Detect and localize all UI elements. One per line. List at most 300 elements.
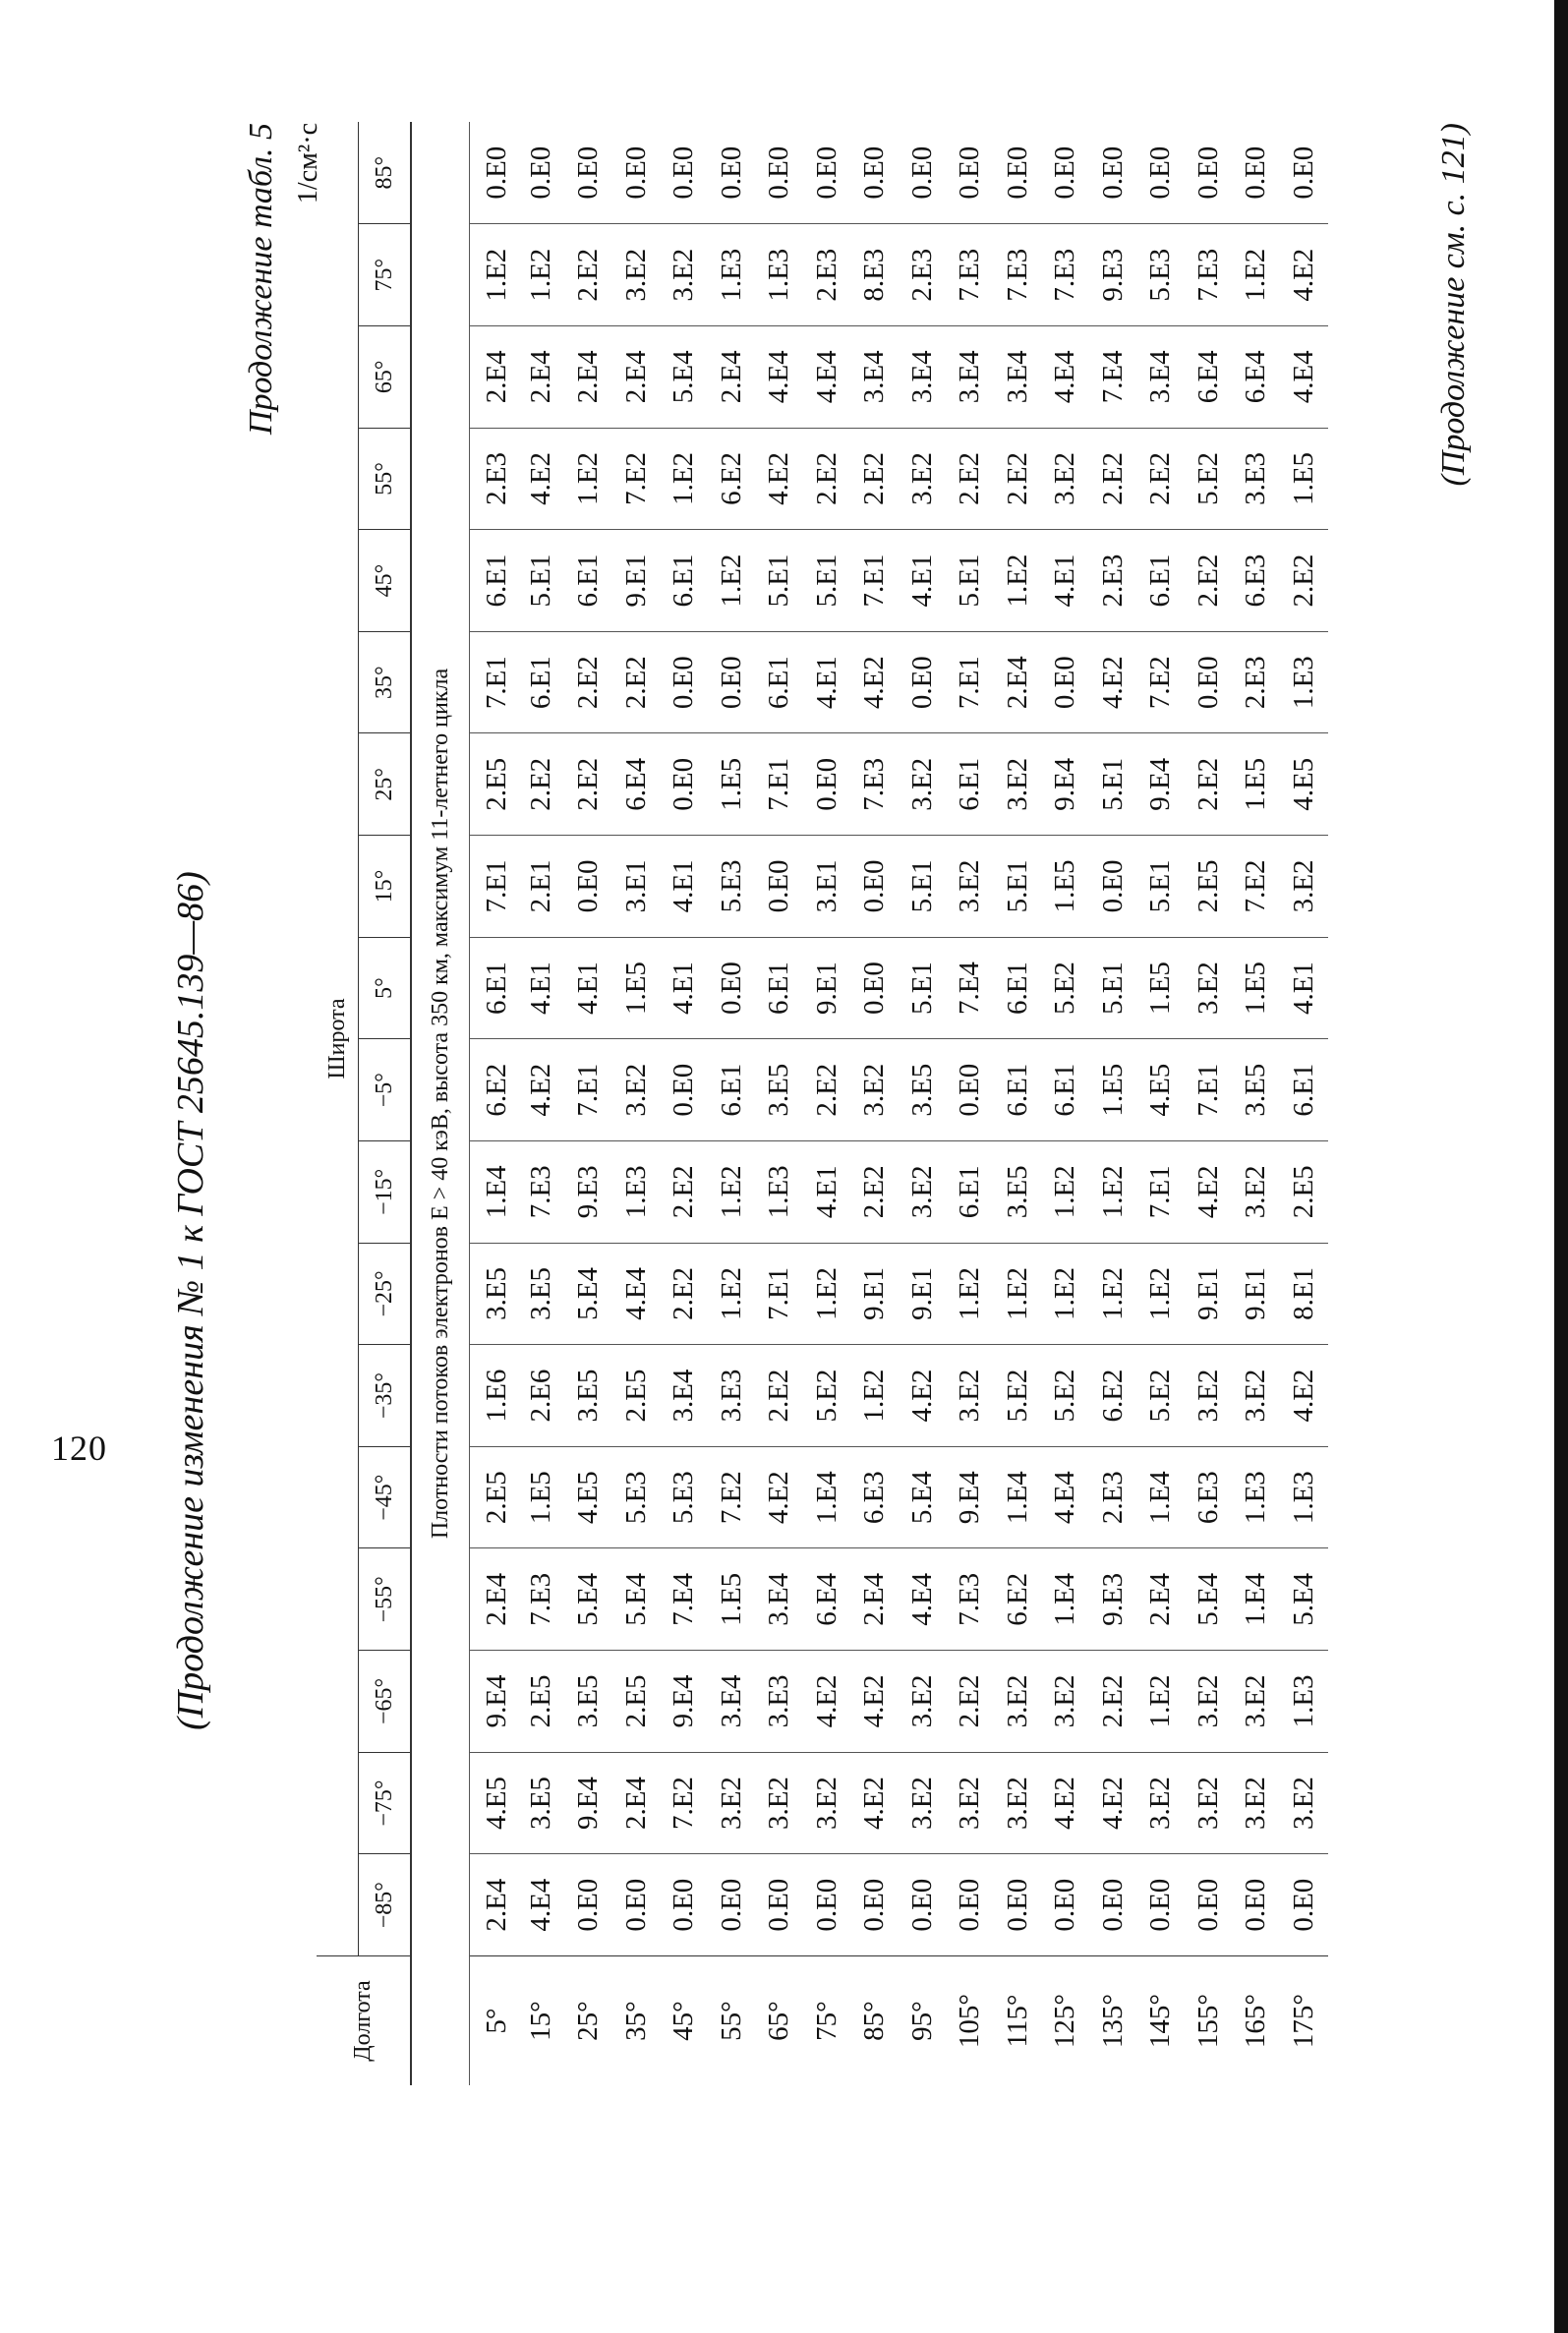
table-row xyxy=(756,122,804,2085)
flux-value-cell: 9.E3 xyxy=(1089,1548,1137,1651)
flux-value-cell: 6.E1 xyxy=(1280,1039,1328,1141)
flux-value-cell: 0.E0 xyxy=(1287,146,1319,200)
longitude-cell: 105° xyxy=(947,1956,995,2086)
flux-value-cell: 3.E5 xyxy=(517,1243,565,1345)
flux-value-cell: 0.E0 xyxy=(1001,146,1033,200)
flux-value-cell: 1.E5 xyxy=(708,733,756,836)
flux-value-cell: 4.E5 xyxy=(1280,733,1328,836)
flux-value-cell: 0.E0 xyxy=(1144,146,1177,200)
flux-value-cell: 7.E4 xyxy=(947,937,995,1039)
flux-value-cell: 0.E0 xyxy=(565,836,613,938)
flux-value-cell: 6.E1 xyxy=(661,530,709,632)
flux-value-cell: 3.E2 xyxy=(994,1752,1042,1854)
flux-value-cell: 2.E2 xyxy=(517,733,565,836)
flux-value-cell: 4.E1 xyxy=(899,530,947,632)
longitude-cell: 95° xyxy=(899,1956,947,2086)
flux-value-cell: 2.E4 xyxy=(1137,1548,1186,1651)
flux-value-cell: 3.E2 xyxy=(1185,1651,1233,1753)
flux-value-cell: 3.E4 xyxy=(994,326,1042,429)
flux-value-cell: 6.E4 xyxy=(1233,326,1281,429)
flux-value-cell: 1.E2 xyxy=(708,530,756,632)
flux-value-cell: 0.E0 xyxy=(954,146,986,200)
flux-value-cell: 3.E2 xyxy=(994,733,1042,836)
flux-value-cell: 3.E2 xyxy=(899,733,947,836)
flux-value-cell: 0.E0 xyxy=(756,836,804,938)
flux-value-cell: 0.E0 xyxy=(1137,1854,1186,1956)
flux-value-cell: 3.E3 xyxy=(756,1651,804,1753)
flux-value-cell: 3.E2 xyxy=(947,836,995,938)
flux-value-cell: 5.E1 xyxy=(517,530,565,632)
flux-value-cell: 6.E4 xyxy=(803,1548,851,1651)
flux-value-cell: 3.E2 xyxy=(1280,836,1328,938)
flux-value-cell: 1.E3 xyxy=(612,1141,661,1244)
flux-value-cell: 1.E2 xyxy=(708,1141,756,1244)
flux-value-cell: 4.E1 xyxy=(803,1141,851,1244)
flux-value-cell: 7.E2 xyxy=(1233,836,1281,938)
flux-value-cell: 0.E0 xyxy=(1185,631,1233,733)
longitude-cell: 55° xyxy=(708,1956,756,2086)
longitude-cell: 35° xyxy=(612,1956,661,2086)
flux-value-cell: 3.E2 xyxy=(899,1651,947,1753)
longitude-cell: 155° xyxy=(1185,1956,1233,2086)
table-row xyxy=(1185,122,1233,2085)
table-row xyxy=(1042,122,1090,2085)
flux-value-cell: 0.E0 xyxy=(619,146,652,200)
flux-value-cell: 2.E2 xyxy=(661,1141,709,1244)
flux-value-cell: 7.E1 xyxy=(1137,1141,1186,1244)
flux-value-cell: 2.E1 xyxy=(517,836,565,938)
flux-value-cell: 5.E3 xyxy=(708,836,756,938)
longitude-cell: 5° xyxy=(470,1956,518,2086)
flux-value-cell: 2.E4 xyxy=(612,1752,661,1854)
flux-value-cell: 1.E2 xyxy=(1089,1243,1137,1345)
flux-value-cell: 0.E0 xyxy=(810,146,842,200)
longitude-cell: 165° xyxy=(1233,1956,1281,2086)
flux-value-cell: 9.E1 xyxy=(899,1243,947,1345)
flux-value-cell: 1.E2 xyxy=(947,1243,995,1345)
latitude-col-header: 5° xyxy=(359,937,412,1039)
flux-value-cell: 4.E4 xyxy=(612,1243,661,1345)
flux-value-cell: 5.E1 xyxy=(994,836,1042,938)
flux-value-cell: 9.E4 xyxy=(470,1651,518,1753)
flux-value-cell: 5.E1 xyxy=(1137,836,1186,938)
flux-value-cell: 3.E2 xyxy=(1042,428,1090,530)
flux-value-cell: 5.E2 xyxy=(803,1345,851,1447)
flux-value-cell: 3.E2 xyxy=(661,224,709,326)
flux-value-cell: 8.E1 xyxy=(1280,1243,1328,1345)
flux-value-cell: 2.E5 xyxy=(1185,836,1233,938)
flux-value-cell: 2.E3 xyxy=(803,224,851,326)
flux-value-cell: 1.E3 xyxy=(756,224,804,326)
flux-value-cell: 8.E3 xyxy=(851,224,900,326)
flux-value-cell: 6.E2 xyxy=(994,1548,1042,1651)
flux-value-cell: 2.E4 xyxy=(470,1548,518,1651)
flux-value-cell: 0.E0 xyxy=(851,836,900,938)
flux-value-cell: 2.E4 xyxy=(517,326,565,429)
flux-value-cell: 1.E3 xyxy=(1233,1446,1281,1548)
flux-value-cell: 4.E1 xyxy=(517,937,565,1039)
flux-value-cell: 9.E4 xyxy=(565,1752,613,1854)
flux-value-cell: 2.E5 xyxy=(1280,1141,1328,1244)
flux-value-cell: 2.E5 xyxy=(612,1651,661,1753)
flux-value-cell: 2.E6 xyxy=(517,1345,565,1447)
flux-value-cell: 7.E2 xyxy=(661,1752,709,1854)
flux-value-cell: 1.E5 xyxy=(517,1446,565,1548)
flux-value-cell: 2.E2 xyxy=(1185,530,1233,632)
flux-value-cell: 4.E2 xyxy=(851,1651,900,1753)
flux-value-cell: 3.E3 xyxy=(1233,428,1281,530)
continuation-note: (Продолжение см. с. 121) xyxy=(1435,123,1472,487)
latitude-col-header: −75° xyxy=(359,1752,412,1854)
flux-value-cell: 1.E5 xyxy=(708,1548,756,1651)
flux-value-cell: 0.E0 xyxy=(572,146,605,200)
table-row xyxy=(612,122,661,2085)
flux-value-cell: 2.E3 xyxy=(470,428,518,530)
longitude-cell: 125° xyxy=(1042,1956,1090,2086)
flux-value-cell: 3.E2 xyxy=(1233,1651,1281,1753)
table-row xyxy=(708,122,756,2085)
flux-value-cell: 7.E1 xyxy=(756,1243,804,1345)
flux-value-cell: 1.E2 xyxy=(994,1243,1042,1345)
flux-value-cell: 3.E2 xyxy=(756,1752,804,1854)
flux-value-cell: 0.E0 xyxy=(1233,1854,1281,1956)
page-number: 120 xyxy=(51,1429,107,1468)
flux-value-cell: 6.E1 xyxy=(756,631,804,733)
flux-value-cell: 4.E4 xyxy=(756,326,804,429)
flux-value-cell: 7.E1 xyxy=(756,733,804,836)
flux-value-cell: 0.E0 xyxy=(1042,631,1090,733)
flux-value-cell: 6.E1 xyxy=(565,530,613,632)
flux-value-cell: 0.E0 xyxy=(763,146,795,200)
flux-value-cell: 3.E2 xyxy=(899,428,947,530)
flux-value-cell: 2.E2 xyxy=(947,428,995,530)
flux-value-cell: 0.E0 xyxy=(947,1039,995,1141)
flux-value-cell: 0.E0 xyxy=(803,1854,851,1956)
flux-value-cell: 2.E2 xyxy=(851,428,900,530)
flux-value-cell: 0.E0 xyxy=(899,1854,947,1956)
flux-value-cell: 6.E3 xyxy=(1233,530,1281,632)
flux-value-cell: 3.E2 xyxy=(1233,1141,1281,1244)
table-body xyxy=(470,122,1328,2085)
flux-value-cell: 1.E2 xyxy=(470,224,518,326)
flux-value-cell: 7.E1 xyxy=(851,530,900,632)
flux-value-cell: 4.E1 xyxy=(661,836,709,938)
flux-value-cell: 9.E4 xyxy=(1042,733,1090,836)
flux-value-cell: 6.E4 xyxy=(1185,326,1233,429)
latitude-col-header: −15° xyxy=(359,1141,412,1244)
flux-value-cell: 1.E4 xyxy=(803,1446,851,1548)
flux-value-cell: 6.E1 xyxy=(994,1039,1042,1141)
flux-value-cell: 4.E4 xyxy=(803,326,851,429)
flux-value-cell: 1.E2 xyxy=(851,1345,900,1447)
flux-value-cell: 2.E2 xyxy=(756,1345,804,1447)
flux-value-cell: 2.E2 xyxy=(612,631,661,733)
flux-value-cell: 2.E2 xyxy=(803,428,851,530)
flux-value-cell: 3.E1 xyxy=(803,836,851,938)
table-row xyxy=(851,122,900,2085)
flux-value-cell: 0.E0 xyxy=(612,1854,661,1956)
table-row xyxy=(565,122,613,2085)
flux-value-cell: 2.E4 xyxy=(612,326,661,429)
longitude-cell: 75° xyxy=(803,1956,851,2086)
table-row xyxy=(994,122,1042,2085)
flux-value-cell: 3.E5 xyxy=(565,1651,613,1753)
flux-value-cell: 2.E2 xyxy=(565,631,613,733)
flux-value-cell: 1.E2 xyxy=(994,530,1042,632)
flux-value-cell: 2.E4 xyxy=(470,326,518,429)
latitude-row xyxy=(359,122,412,2085)
flux-value-cell: 6.E3 xyxy=(1185,1446,1233,1548)
flux-value-cell: 4.E2 xyxy=(1089,1752,1137,1854)
flux-value-cell: 9.E1 xyxy=(612,530,661,632)
flux-value-cell: 1.E3 xyxy=(1280,631,1328,733)
flux-value-cell: 0.E0 xyxy=(851,1854,900,1956)
table-row xyxy=(661,122,709,2085)
flux-value-cell: 9.E1 xyxy=(803,937,851,1039)
flux-value-cell: 2.E2 xyxy=(803,1039,851,1141)
flux-value-cell: 7.E3 xyxy=(517,1548,565,1651)
flux-value-cell: 3.E2 xyxy=(612,224,661,326)
flux-value-cell: 7.E1 xyxy=(947,631,995,733)
flux-value-cell: 4.E2 xyxy=(803,1651,851,1753)
flux-value-cell: 4.E2 xyxy=(1280,224,1328,326)
flux-value-cell: 3.E5 xyxy=(756,1039,804,1141)
flux-value-cell: 7.E1 xyxy=(470,836,518,938)
longitude-cell: 175° xyxy=(1280,1956,1328,2086)
flux-value-cell: 0.E0 xyxy=(661,733,709,836)
flux-value-cell: 7.E4 xyxy=(1089,326,1137,429)
flux-value-cell: 4.E2 xyxy=(899,1345,947,1447)
flux-value-cell: 0.E0 xyxy=(905,146,938,200)
flux-value-cell: 1.E4 xyxy=(994,1446,1042,1548)
flux-value-cell: 2.E2 xyxy=(1089,1651,1137,1753)
flux-value-cell: 7.E3 xyxy=(517,1141,565,1244)
flux-value-cell: 0.E0 xyxy=(1240,146,1272,200)
flux-value-cell: 7.E3 xyxy=(851,733,900,836)
table-row xyxy=(517,122,565,2085)
flux-table xyxy=(317,122,1328,2085)
flux-value-cell: 5.E3 xyxy=(1137,224,1186,326)
flux-value-cell: 6.E1 xyxy=(756,937,804,1039)
flux-value-cell: 3.E2 xyxy=(994,1651,1042,1753)
flux-value-cell: 2.E2 xyxy=(1280,530,1328,632)
latitude-header: Широта xyxy=(317,122,359,1956)
flux-value-cell: 3.E5 xyxy=(565,1345,613,1447)
flux-value-cell: 0.E0 xyxy=(524,146,556,200)
flux-value-cell: 1.E2 xyxy=(1089,1141,1137,1244)
page-header: (Продолжение изменения № 1 к ГОСТ 25645.139—86) xyxy=(170,871,211,1730)
flux-value-cell: 6.E2 xyxy=(708,428,756,530)
flux-value-cell: 3.E2 xyxy=(947,1345,995,1447)
flux-value-cell: 1.E4 xyxy=(470,1141,518,1244)
flux-value-cell: 3.E5 xyxy=(517,1752,565,1854)
flux-value-cell: 1.E2 xyxy=(1137,1243,1186,1345)
flux-value-cell: 5.E1 xyxy=(899,937,947,1039)
longitude-cell: 145° xyxy=(1137,1956,1186,2086)
flux-value-cell: 0.E0 xyxy=(708,1854,756,1956)
latitude-col-header: 35° xyxy=(359,631,412,733)
flux-value-cell: 1.E5 xyxy=(612,937,661,1039)
flux-value-cell: 5.E4 xyxy=(899,1446,947,1548)
flux-value-cell: 0.E0 xyxy=(565,1854,613,1956)
flux-value-cell: 6.E1 xyxy=(708,1039,756,1141)
flux-value-cell: 4.E2 xyxy=(851,1752,900,1854)
flux-value-cell: 3.E4 xyxy=(661,1345,709,1447)
flux-value-cell: 4.E2 xyxy=(756,428,804,530)
flux-value-cell: 6.E1 xyxy=(947,733,995,836)
flux-value-cell: 1.E2 xyxy=(1233,224,1281,326)
flux-table-wrapper xyxy=(317,122,1328,2085)
flux-value-cell: 4.E5 xyxy=(470,1752,518,1854)
flux-value-cell: 2.E3 xyxy=(899,224,947,326)
flux-value-cell: 2.E3 xyxy=(1089,1446,1137,1548)
longitude-cell: 25° xyxy=(565,1956,613,2086)
flux-value-cell: 4.E4 xyxy=(1042,326,1090,429)
flux-value-cell: 0.E0 xyxy=(1049,146,1081,200)
flux-value-cell: 6.E2 xyxy=(470,1039,518,1141)
flux-value-cell: 3.E2 xyxy=(1137,1752,1186,1854)
flux-value-cell: 0.E0 xyxy=(480,146,512,200)
longitude-header: Долгота xyxy=(317,1956,411,2086)
flux-value-cell: 2.E4 xyxy=(565,326,613,429)
flux-value-cell: 0.E0 xyxy=(994,1854,1042,1956)
flux-value-cell: 2.E2 xyxy=(565,224,613,326)
flux-value-cell: 3.E5 xyxy=(994,1141,1042,1244)
longitude-cell: 15° xyxy=(517,1956,565,2086)
flux-value-cell: 3.E2 xyxy=(1042,1651,1090,1753)
scan-edge-bar xyxy=(1554,0,1568,2333)
flux-value-cell: 3.E4 xyxy=(851,326,900,429)
flux-value-cell: 6.E1 xyxy=(947,1141,995,1244)
flux-value-cell: 6.E4 xyxy=(612,733,661,836)
flux-value-cell: 4.E2 xyxy=(1089,631,1137,733)
table-row xyxy=(899,122,947,2085)
flux-value-cell: 9.E1 xyxy=(1233,1243,1281,1345)
longitude-cell: 135° xyxy=(1089,1956,1137,2086)
flux-value-cell: 2.E3 xyxy=(1233,631,1281,733)
latitude-col-header: 65° xyxy=(359,326,412,429)
flux-value-cell: 3.E4 xyxy=(756,1548,804,1651)
flux-value-cell: 6.E1 xyxy=(1042,1039,1090,1141)
flux-value-cell: 5.E1 xyxy=(803,530,851,632)
latitude-col-header: −25° xyxy=(359,1243,412,1345)
flux-value-cell: 3.E5 xyxy=(899,1039,947,1141)
flux-value-cell: 9.E1 xyxy=(851,1243,900,1345)
flux-value-cell: 2.E2 xyxy=(851,1141,900,1244)
flux-value-cell: 1.E4 xyxy=(1042,1548,1090,1651)
flux-value-cell: 3.E5 xyxy=(470,1243,518,1345)
latitude-col-header: 15° xyxy=(359,836,412,938)
table-label: Продолжение табл. 5 xyxy=(243,123,279,436)
flux-value-cell: 4.E4 xyxy=(517,1854,565,1956)
table-row xyxy=(1280,122,1328,2085)
flux-value-cell: 3.E3 xyxy=(708,1345,756,1447)
flux-value-cell: 0.E0 xyxy=(803,733,851,836)
flux-value-cell: 4.E1 xyxy=(1280,937,1328,1039)
flux-value-cell: 4.E2 xyxy=(1280,1345,1328,1447)
flux-value-cell: 2.E2 xyxy=(1185,733,1233,836)
flux-value-cell: 5.E4 xyxy=(612,1548,661,1651)
table-row xyxy=(803,122,851,2085)
flux-value-cell: 0.E0 xyxy=(858,146,891,200)
flux-value-cell: 1.E2 xyxy=(565,428,613,530)
flux-value-cell: 2.E2 xyxy=(1137,428,1186,530)
flux-value-cell: 1.E6 xyxy=(470,1345,518,1447)
flux-value-cell: 5.E4 xyxy=(565,1243,613,1345)
longitude-cell: 65° xyxy=(756,1956,804,2086)
flux-value-cell: 0.E0 xyxy=(1042,1854,1090,1956)
flux-value-cell: 2.E2 xyxy=(1089,428,1137,530)
flux-value-cell: 4.E5 xyxy=(565,1446,613,1548)
flux-value-cell: 0.E0 xyxy=(1280,1854,1328,1956)
flux-value-cell: 5.E1 xyxy=(756,530,804,632)
longitude-cell: 85° xyxy=(851,1956,900,2086)
flux-value-cell: 2.E4 xyxy=(470,1854,518,1956)
flux-value-cell: 9.E4 xyxy=(947,1446,995,1548)
flux-value-cell: 0.E0 xyxy=(1089,836,1137,938)
flux-value-cell: 3.E5 xyxy=(1233,1039,1281,1141)
latitude-col-header: 25° xyxy=(359,733,412,836)
flux-value-cell: 7.E2 xyxy=(708,1446,756,1548)
flux-value-cell: 6.E1 xyxy=(1137,530,1186,632)
longitude-cell: 115° xyxy=(994,1956,1042,2086)
flux-value-cell: 9.E1 xyxy=(1185,1243,1233,1345)
flux-value-cell: 1.E2 xyxy=(1042,1243,1090,1345)
flux-value-cell: 3.E4 xyxy=(899,326,947,429)
flux-value-cell: 4.E2 xyxy=(1185,1141,1233,1244)
flux-value-cell: 3.E2 xyxy=(1185,937,1233,1039)
latitude-col-header: 75° xyxy=(359,224,412,326)
flux-value-cell: 0.E0 xyxy=(1089,1854,1137,1956)
latitude-col-header: −5° xyxy=(359,1039,412,1141)
flux-value-cell: 3.E2 xyxy=(1185,1345,1233,1447)
flux-value-cell: 5.E1 xyxy=(1089,937,1137,1039)
flux-value-cell: 2.E5 xyxy=(470,1446,518,1548)
flux-value-cell: 1.E4 xyxy=(1233,1548,1281,1651)
flux-value-cell: 5.E4 xyxy=(1185,1548,1233,1651)
flux-value-cell: 4.E1 xyxy=(661,937,709,1039)
flux-value-cell: 7.E4 xyxy=(661,1548,709,1651)
longitude-cell: 45° xyxy=(661,1956,709,2086)
flux-value-cell: 1.E3 xyxy=(1280,1446,1328,1548)
flux-value-cell: 4.E1 xyxy=(565,937,613,1039)
flux-value-cell: 4.E1 xyxy=(1042,530,1090,632)
flux-value-cell: 3.E4 xyxy=(1137,326,1186,429)
flux-value-cell: 7.E1 xyxy=(1185,1039,1233,1141)
flux-value-cell: 3.E2 xyxy=(1185,1752,1233,1854)
flux-value-cell: 6.E1 xyxy=(517,631,565,733)
flux-value-cell: 3.E2 xyxy=(851,1039,900,1141)
table-row xyxy=(1233,122,1281,2085)
flux-value-cell: 0.E0 xyxy=(947,1854,995,1956)
table-caption: Плотности потоков электронов E > 40 кэВ, высота 350 км, максимум 11-летнего цикла xyxy=(411,122,470,2085)
flux-value-cell: 1.E3 xyxy=(756,1141,804,1244)
flux-value-cell: 0.E0 xyxy=(708,631,756,733)
flux-value-cell: 0.E0 xyxy=(1096,146,1129,200)
flux-value-cell: 2.E2 xyxy=(661,1243,709,1345)
flux-value-cell: 2.E5 xyxy=(517,1651,565,1753)
latitude-col-header: −45° xyxy=(359,1446,412,1548)
flux-value-cell: 9.E4 xyxy=(1137,733,1186,836)
flux-value-cell: 3.E2 xyxy=(899,1752,947,1854)
flux-value-cell: 2.E4 xyxy=(994,631,1042,733)
flux-value-cell: 3.E2 xyxy=(947,1752,995,1854)
flux-value-cell: 5.E2 xyxy=(1185,428,1233,530)
latitude-col-header: 85° xyxy=(359,122,412,224)
flux-value-cell: 4.E2 xyxy=(517,428,565,530)
flux-value-cell: 7.E3 xyxy=(947,1548,995,1651)
flux-value-cell: 1.E2 xyxy=(661,428,709,530)
